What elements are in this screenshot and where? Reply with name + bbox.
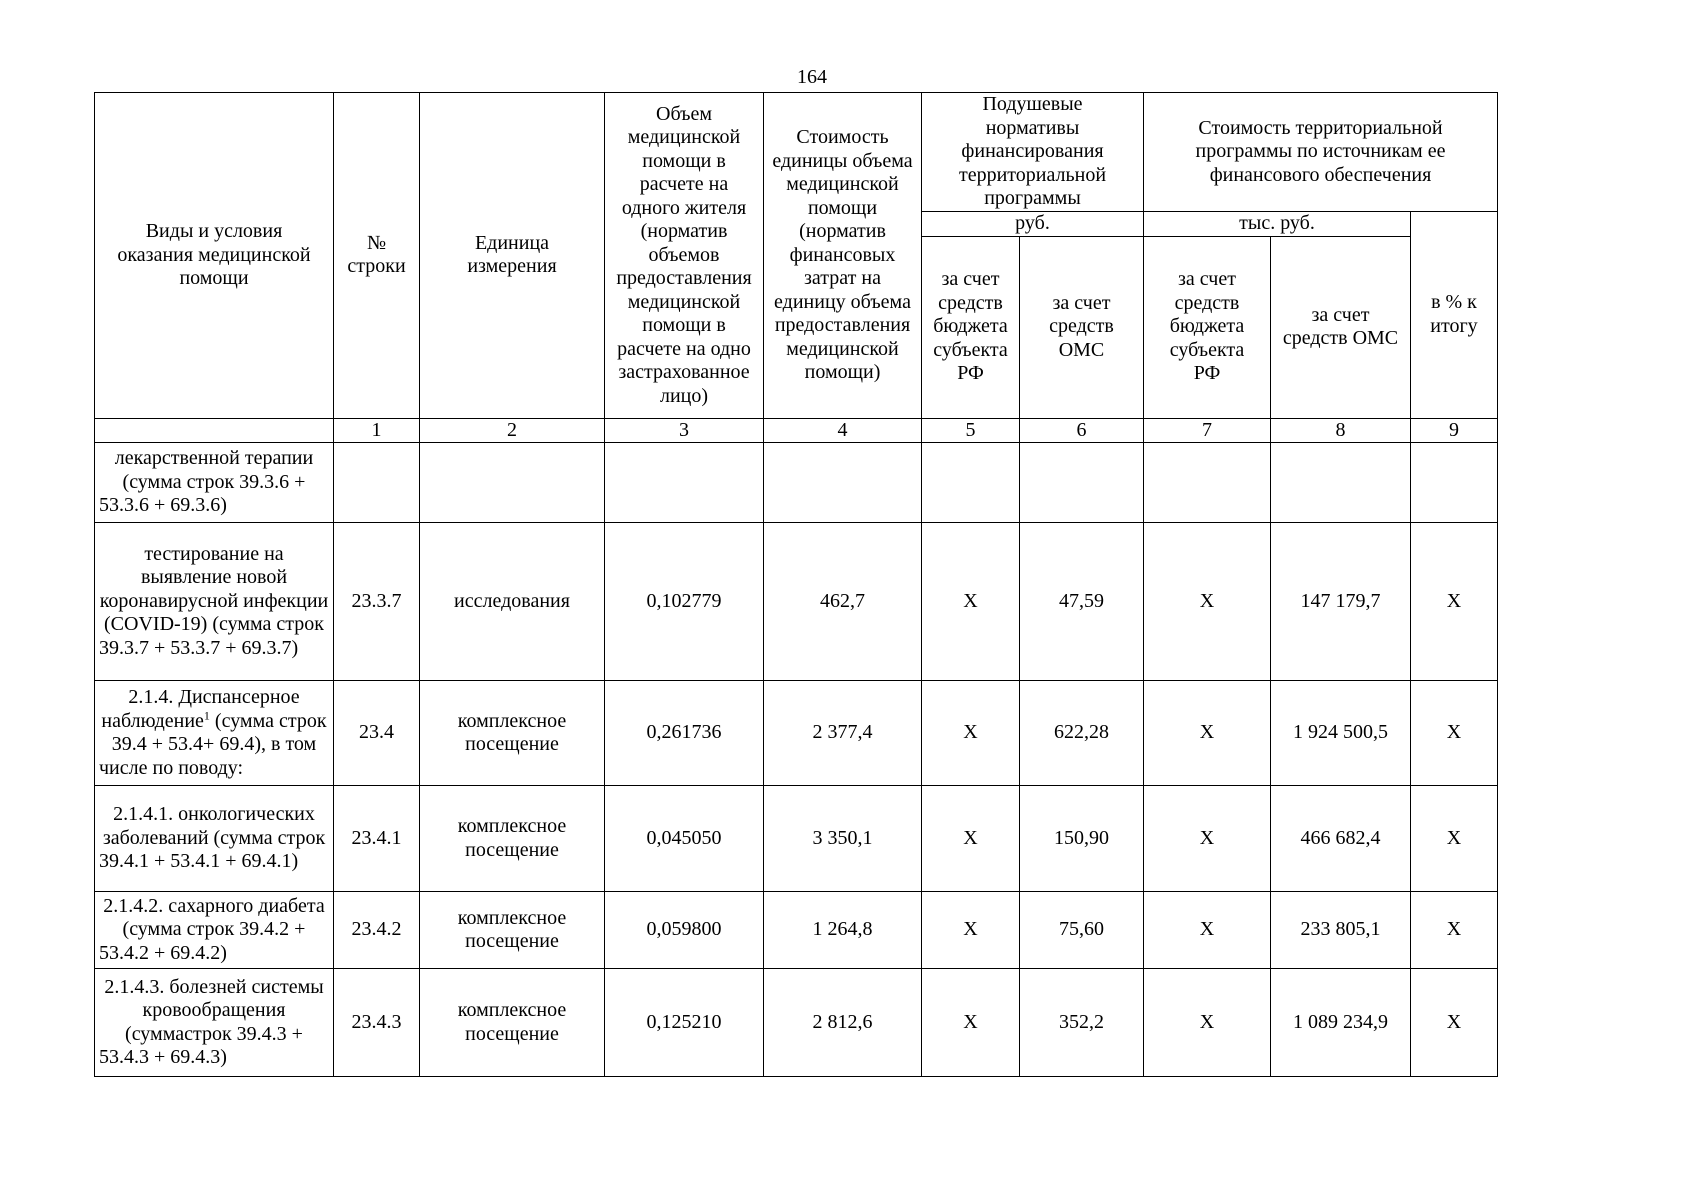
row-unit-label: комплексное посещение bbox=[457, 906, 567, 952]
row-line-cell: 23.4.2 bbox=[334, 892, 420, 969]
row-volume-cell bbox=[605, 443, 764, 523]
row-unit-cost-cell: 2 377,4 bbox=[764, 681, 922, 786]
row-volume-cell: 0,102779 bbox=[605, 523, 764, 681]
page-number: 164 bbox=[797, 66, 827, 88]
row-volume-cell: 0,261736 bbox=[605, 681, 764, 786]
column-number: 1 bbox=[334, 418, 420, 443]
row-per-capita-budget-cell bbox=[922, 443, 1020, 523]
header-cell-per-capita-oms bbox=[1020, 236, 1144, 418]
header-cell-program-cost-group bbox=[1144, 93, 1498, 212]
row-percent-cell: Х bbox=[1411, 786, 1498, 892]
row-percent-cell: Х bbox=[1411, 969, 1498, 1077]
row-per-capita-oms-cell: 75,60 bbox=[1020, 892, 1144, 969]
row-name-cell: 2.1.4.1. онкологических заболеваний (сумма строк 39.4.1 + 53.4.1 + 69.4.1) bbox=[95, 786, 334, 892]
header-cell-thousand-rub: тыс. руб. bbox=[1144, 211, 1411, 236]
column-number: 3 bbox=[605, 418, 764, 443]
row-name-cell: 2.1.4.3. болезней системы кровообращения (суммастрок 39.4.3 + 53.4.3 + 69.4.3) bbox=[95, 969, 334, 1077]
row-name-cell bbox=[95, 681, 334, 786]
table-row bbox=[95, 681, 1498, 786]
column-number-row bbox=[95, 418, 1498, 443]
header-cell-type bbox=[95, 93, 334, 419]
header-row-groups bbox=[95, 93, 1498, 212]
column-number: 9 bbox=[1411, 418, 1498, 443]
header-cell-volume bbox=[605, 93, 764, 419]
header-type-label: Виды и условия оказания медицинской помощи bbox=[117, 220, 311, 289]
column-number-empty bbox=[95, 418, 334, 443]
row-unit-cell bbox=[420, 681, 605, 786]
header-program-cost-group-label: Стоимость территориальной программы по источникам ее финансового обеспечения bbox=[1195, 116, 1446, 186]
row-program-oms-cell: 233 805,1 bbox=[1271, 892, 1411, 969]
table-row bbox=[95, 786, 1498, 892]
row-volume-cell: 0,059800 bbox=[605, 892, 764, 969]
row-name-cell: лекарственной терапии (сумма строк 39.3.6 + 53.3.6 + 69.3.6) bbox=[95, 443, 334, 523]
row-program-budget-cell: Х bbox=[1144, 969, 1271, 1077]
program-cost-table bbox=[94, 92, 1498, 1077]
row-program-oms-cell: 466 682,4 bbox=[1271, 786, 1411, 892]
row-program-oms-cell bbox=[1271, 443, 1411, 523]
row-per-capita-oms-cell: 150,90 bbox=[1020, 786, 1144, 892]
row-line-cell: 23.4.3 bbox=[334, 969, 420, 1077]
row-per-capita-budget-cell: Х bbox=[922, 523, 1020, 681]
header-program-oms-label: за счет средств ОМС bbox=[1282, 303, 1399, 349]
table-row bbox=[95, 892, 1498, 969]
footnote-mark: 1 bbox=[203, 707, 210, 722]
row-per-capita-budget-cell: Х bbox=[922, 969, 1020, 1077]
row-per-capita-oms-cell bbox=[1020, 443, 1144, 523]
row-unit-cell bbox=[420, 786, 605, 892]
header-cell-unit bbox=[420, 93, 605, 419]
header-per-capita-oms-label: за счет средств ОМС bbox=[1049, 291, 1114, 361]
row-unit-label: комплексное посещение bbox=[457, 709, 567, 755]
row-program-budget-cell: Х bbox=[1144, 681, 1271, 786]
row-line-cell bbox=[334, 443, 420, 523]
row-unit-cost-cell: 462,7 bbox=[764, 523, 922, 681]
row-unit-cost-cell: 2 812,6 bbox=[764, 969, 922, 1077]
header-cell-program-oms bbox=[1271, 236, 1411, 418]
header-program-budget-label: за счет средств бюджета субъекта РФ bbox=[1169, 268, 1245, 385]
row-name-cell: тестирование на выявление новой коронавирусной инфекции (COVID-19) (сумма строк 39.3.7 + 53.3.7 + 69.3.7) bbox=[95, 523, 334, 681]
row-percent-cell: Х bbox=[1411, 681, 1498, 786]
row-per-capita-oms-cell: 622,28 bbox=[1020, 681, 1144, 786]
row-line-cell: 23.4 bbox=[334, 681, 420, 786]
row-name-cell: 2.1.4.2. сахарного диабета (сумма строк 39.4.2 + 53.4.2 + 69.4.2) bbox=[95, 892, 334, 969]
header-cell-program-budget bbox=[1144, 236, 1271, 418]
column-number: 7 bbox=[1144, 418, 1271, 443]
row-unit-label: комплексное посещение bbox=[457, 815, 567, 861]
row-program-oms-cell: 147 179,7 bbox=[1271, 523, 1411, 681]
header-cell-percent-of-total bbox=[1411, 211, 1498, 418]
header-per-capita-budget-label: за счет средств бюджета субъекта РФ bbox=[933, 268, 1008, 385]
row-unit-cost-cell: 1 264,8 bbox=[764, 892, 922, 969]
table-row bbox=[95, 443, 1498, 523]
row-program-budget-cell: Х bbox=[1144, 786, 1271, 892]
row-volume-cell: 0,125210 bbox=[605, 969, 764, 1077]
header-unit-label: Единица измерения bbox=[467, 231, 557, 278]
column-number: 6 bbox=[1020, 418, 1144, 443]
row-percent-cell: Х bbox=[1411, 892, 1498, 969]
row-unit-cost-cell: 3 350,1 bbox=[764, 786, 922, 892]
header-per-capita-group-label: Подушевые нормативы финансирования территориальной программы bbox=[958, 93, 1107, 209]
column-number: 5 bbox=[922, 418, 1020, 443]
header-cell-unit-cost bbox=[764, 93, 922, 419]
row-per-capita-oms-cell: 352,2 bbox=[1020, 969, 1144, 1077]
row-unit-cell bbox=[420, 892, 605, 969]
row-program-oms-cell: 1 924 500,5 bbox=[1271, 681, 1411, 786]
row-unit-cell bbox=[420, 969, 605, 1077]
header-line-no-label: № строки bbox=[347, 231, 406, 278]
table-row bbox=[95, 969, 1498, 1077]
row-unit-label: комплексное посещение bbox=[457, 999, 567, 1045]
row-program-budget-cell: Х bbox=[1144, 892, 1271, 969]
header-volume-label: Объем медицинской помощи в расчете на одного жителя (норматив объемов предоставления медицинской помощи в расчете на одно застрахованное лицо) bbox=[616, 102, 752, 407]
column-number: 2 bbox=[420, 418, 605, 443]
header-percent-of-total-label: в % к итогу bbox=[1430, 291, 1478, 337]
row-program-oms-cell: 1 089 234,9 bbox=[1271, 969, 1411, 1077]
column-number: 4 bbox=[764, 418, 922, 443]
table-row bbox=[95, 523, 1498, 681]
row-per-capita-budget-cell: Х bbox=[922, 892, 1020, 969]
row-line-cell: 23.4.1 bbox=[334, 786, 420, 892]
row-per-capita-budget-cell: Х bbox=[922, 786, 1020, 892]
column-number: 8 bbox=[1271, 418, 1411, 443]
header-cell-line-no bbox=[334, 93, 420, 419]
header-cell-per-capita-budget bbox=[922, 236, 1020, 418]
row-program-budget-cell bbox=[1144, 443, 1271, 523]
row-unit-cell: исследования bbox=[420, 523, 605, 681]
row-name-text: (сумма строк 39.4 + 53.4+ 69.4), в том числе по поводу: bbox=[99, 709, 327, 779]
table-body bbox=[95, 93, 1498, 1077]
header-unit-cost-label: Стоимость единицы объема медицинской помощи (норматив финансовых затрат на единицу объема предоставления медицинской помощи) bbox=[772, 126, 913, 383]
header-cell-rub: руб. bbox=[922, 211, 1144, 236]
row-per-capita-oms-cell: 47,59 bbox=[1020, 523, 1144, 681]
row-line-cell: 23.3.7 bbox=[334, 523, 420, 681]
row-unit-cell bbox=[420, 443, 605, 523]
row-unit-cost-cell bbox=[764, 443, 922, 523]
row-per-capita-budget-cell: Х bbox=[922, 681, 1020, 786]
row-name-text: 2.1.4. Диспансерное наблюдение bbox=[101, 686, 300, 732]
row-percent-cell: Х bbox=[1411, 523, 1498, 681]
row-percent-cell bbox=[1411, 443, 1498, 523]
row-program-budget-cell: Х bbox=[1144, 523, 1271, 681]
row-volume-cell: 0,045050 bbox=[605, 786, 764, 892]
header-cell-per-capita-group bbox=[922, 93, 1144, 212]
